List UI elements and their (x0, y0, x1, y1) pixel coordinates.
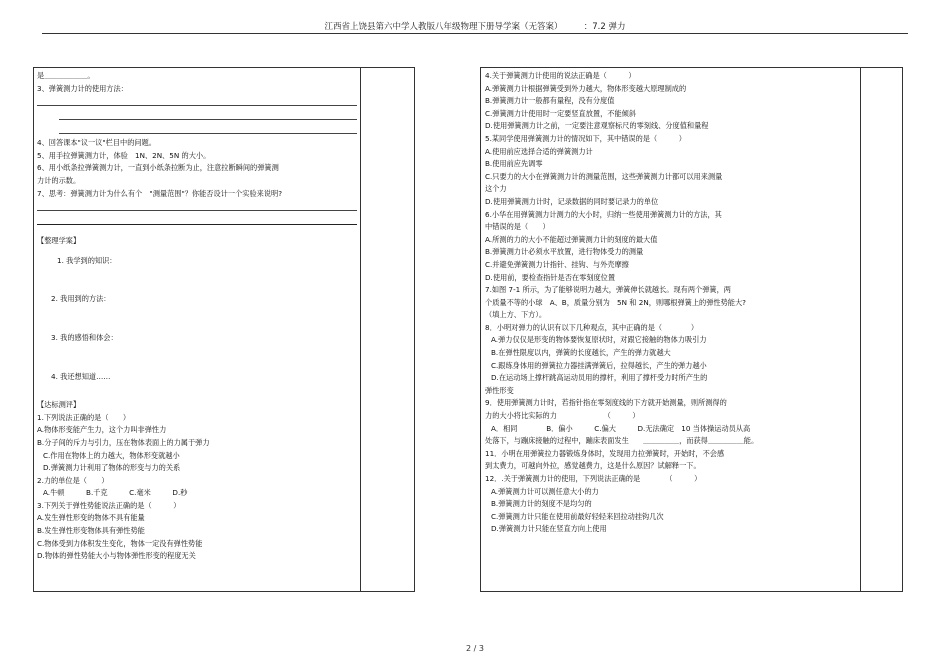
summary-item-2: 2. 我用到的方法： (51, 294, 111, 304)
option-line: A.弹力仅仅是形变的物体要恢复原状时，对跟它接触的物体力吸引力 (491, 335, 707, 345)
test-question-1: 1.下列说法正确的是（ ） (37, 412, 131, 422)
text-line: 是＿＿＿＿＿＿。 (37, 71, 95, 80)
test-question-9: 9．使用弹簧测力计时，若指针指在零刻度线的下方就开始测量，则所测得的 (485, 398, 727, 408)
page-header: 江西省上饶县第六中学人教版八年级物理下册导学案（无答案） ：7.2 弹力 (324, 22, 626, 32)
option-line: A.物体形变能产生力，这个力叫非弹性力 (37, 425, 167, 435)
option-line: B.在弹性限度以内，弹簧的长度越长，产生的弹力就越大 (491, 348, 671, 358)
option-line: C.弹簧测力计使用时一定要竖直放置，不能倾斜 (485, 108, 637, 118)
option-line: D.使用前，要检查指针是否在零刻度位置 (485, 272, 616, 282)
answer-line[interactable] (37, 95, 357, 106)
option-line: D.物体的弹性势能大小与物体弹性形变的程度无关 (37, 551, 196, 561)
question-6: 6、用小纸条拉弹簧测力计，一直到小纸条拉断为止，注意拉断瞬间的弹簧测 (37, 163, 279, 173)
question-4: 4、回答课本"议一议"栏目中的问题。 (37, 138, 156, 148)
text-line: （填上方、下方）。 (485, 310, 547, 320)
option-line: C.物体受到力体积发生变化，物体一定没有弹性势能 (37, 538, 203, 548)
option-line: C.弹簧测力计只能在使用前最好轻轻来回拉动挂钩几次 (491, 511, 664, 521)
test-question-2: 2.力的单位是（ ） (37, 475, 109, 485)
option-line: D.使用弹簧测力计时，记录数据的同时要记录力的单位 (485, 196, 659, 206)
left-column-content (37, 70, 357, 563)
option-line: A.牛顿 B.千克 C.毫米 D.秒 (43, 488, 188, 498)
option-line: B.弹簧测力计必须水平放置，进行物体受力的测量 (485, 247, 644, 257)
option-line: B.弹簧测力计的刻度不是均匀的 (491, 499, 592, 509)
section-heading-test: 【达标测评】 (37, 400, 81, 410)
left-worksheet-panel (33, 67, 415, 592)
test-question-5: 5.某同学使用弹簧测力计的情况如下，其中错误的是（ ） (485, 133, 686, 143)
test-question-10: 处落下，与蹦床接触的过程中，蹦床表面发生 ＿＿＿＿＿，而获得＿＿＿＿＿能。 (485, 436, 759, 446)
test-question-3: 3.下列关于弹性势能说法正确的是（ ） (37, 500, 181, 510)
right-margin-divider (860, 68, 861, 591)
option-line: A.弹簧测力计可以测任意大小的力 (491, 486, 599, 496)
summary-item-3: 3. 我的感悟和体会： (51, 332, 118, 342)
answer-line[interactable] (59, 109, 357, 120)
option-line: B.分子间的斥力与引力，压在物体表面上的力属于弹力 (37, 437, 210, 447)
option-line: C.跟练身体用的弹簧拉力器挂满弹簧后，拉得越长，产生的弹力越小 (491, 360, 707, 370)
test-question-6: 6.小华在用弹簧测力计测力的大小时，归纳一些使用弹簧测力计的方法，其 (485, 209, 722, 219)
option-line: B.使用前应先调零 (485, 159, 543, 169)
header-rule (42, 33, 908, 34)
option-line: A.发生弹性形变的物体不具有能量 (37, 513, 145, 523)
option-line: D.使用弹簧测力计之前，一定要注意观察标尺的零刻线、分度值和量程 (485, 121, 709, 131)
answer-line[interactable] (59, 123, 357, 134)
test-question-8: 8．小明对弹力的认识有以下几种观点，其中正确的是（ ） (485, 322, 699, 332)
right-column-content (485, 70, 857, 536)
test-question-12: 12．.关于弹簧测力计的使用，下列说法正确的是 （ ） (485, 474, 702, 483)
option-line: C.只要力的大小在弹簧测力计的测量范围，这些弹簧测力计都可以用来测量 (485, 171, 723, 181)
text-line: 个质量不等的小球 A、B，质量分别为 5N 和 2N，则哪根弹簧上的弹性势能大? (485, 297, 746, 307)
option-line: A.使用前应选择合适的弹簧测力计 (485, 146, 593, 156)
option-line: B.弹簧测力计一般都有量程，没有分度值 (485, 96, 615, 106)
page-number: 2 / 3 (466, 644, 484, 653)
question-3: 3、弹簧测力计的使用方法： (37, 83, 128, 93)
option-line: A.弹簧测力计根据弹簧受到外力越大，物体形变越大原理制成的 (485, 83, 687, 93)
option-line: B.发生弹性形变物体具有弹性势能 (37, 526, 145, 536)
answer-line[interactable] (37, 200, 357, 211)
option-line: D.在运动场上撑杆跳高运动员用的撑杆，利用了撑杆受力时所产生的 (491, 373, 708, 383)
answer-line[interactable] (37, 214, 357, 225)
summary-item-4: 4. 我还想知道…… (51, 371, 111, 381)
option-line: C.并避免弹簧测力计指针、挂钩、与外壳摩擦 (485, 259, 629, 269)
option-line: A.所测的力的大小不能超过弹簧测力计的刻度的最大值 (485, 234, 658, 244)
text-line: 到太费力，可越向外拉，感觉越费力，这是什么原因？试解释一下。 (485, 461, 701, 471)
option-line: A．相同 B．偏小 C.偏大 D.无法确定 10 当体操运动员从高 (491, 423, 751, 433)
test-question-11: 11．小明在用弹簧拉力器锻炼身体时，发现用力拉弹簧时，开始时，不会感 (485, 448, 725, 458)
option-line: C.作用在物体上的力越大，物体形变就越小 (43, 450, 180, 460)
option-line: D.弹簧测力计只能在竖直方向上使用 (491, 524, 607, 534)
text-line: 中错误的是（ ） (485, 222, 550, 232)
test-question-4: 4.关于弹簧测力计使用的说法正确是（ ） (485, 71, 636, 80)
question-5: 5、用手拉弹簧测力计，体验 1N、2N、5N 的大小。 (37, 150, 211, 160)
text-line: 弹性形变 (485, 385, 514, 395)
test-question-7: 7.如图 7-1 所示，为了能够说明力越大，弹簧伸长就越长。现有两个弹簧，两 (485, 285, 731, 295)
text-line: 力的大小将比实际的力 （ ） (485, 411, 640, 421)
text-line: 力计的示数。 (37, 175, 81, 185)
summary-item-1: 1. 我学到的知识： (57, 255, 117, 265)
question-7: 7、思考：弹簧测力计为什么有个 "测量范围"？你能否设计一个实验来说明? (37, 188, 283, 198)
right-worksheet-panel (480, 67, 903, 592)
section-heading-summary: 【整理学案】 (37, 236, 81, 246)
option-line: D.弹簧测力计利用了物体的形变与力的关系 (43, 463, 181, 473)
left-margin-divider (360, 68, 361, 591)
text-line: 这个力 (485, 184, 507, 194)
